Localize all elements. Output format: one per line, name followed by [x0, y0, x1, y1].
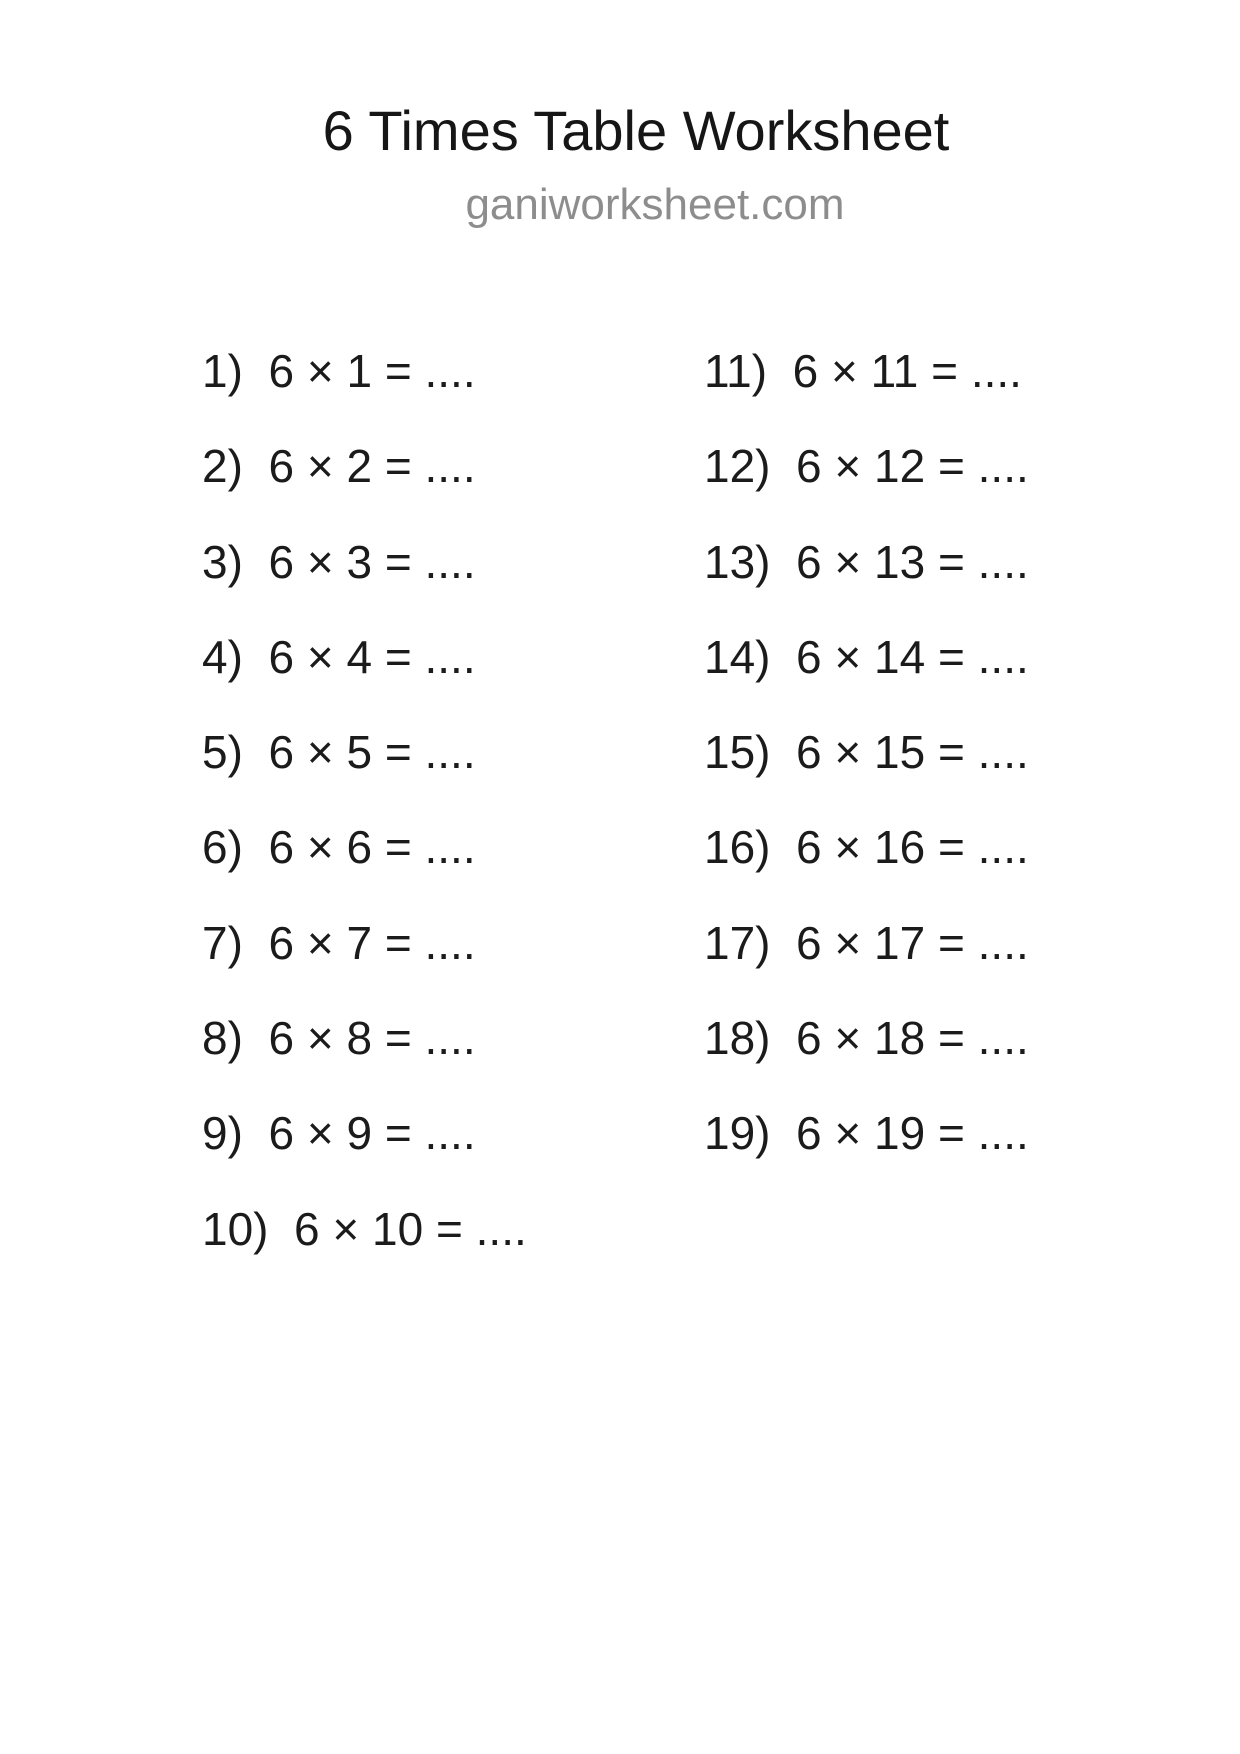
problem-row: 11) 6 × 11 = .... [704, 345, 1022, 397]
problem-row: 12) 6 × 12 = .... [704, 440, 1029, 493]
problem-row: 4) 6 × 4 = .... [202, 630, 476, 683]
problem-row: 5) 6 × 5 = .... [202, 726, 476, 779]
problem-row: 3) 6 × 3 = .... [202, 535, 476, 588]
problem-row: 16) 6 × 16 = .... [704, 821, 1029, 874]
problem-row: 9) 6 × 9 = .... [202, 1107, 476, 1160]
problem-row: 7) 6 × 7 = .... [202, 916, 476, 969]
problem-row: 10) 6 × 10 = .... [202, 1202, 527, 1255]
problem-row: 8) 6 × 8 = .... [202, 1012, 476, 1065]
problems-column-right [704, 324, 1029, 1182]
problem-row: 15) 6 × 15 = .... [704, 726, 1029, 779]
problem-row: 17) 6 × 17 = .... [704, 916, 1029, 969]
problem-row: 2) 6 × 2 = .... [202, 440, 476, 493]
page-title: 6 Times Table Worksheet [322, 99, 950, 162]
problem-row: 13) 6 × 13 = .... [704, 535, 1029, 588]
problems-column-left [202, 324, 527, 1277]
problem-row: 1) 6 × 1 = .... [202, 345, 476, 397]
problem-row: 6) 6 × 6 = .... [202, 821, 476, 874]
website-watermark: ganiworksheet.com [465, 180, 845, 229]
problem-row: 14) 6 × 14 = .... [704, 630, 1029, 683]
problem-row: 18) 6 × 18 = .... [704, 1012, 1029, 1065]
problem-row: 19) 6 × 19 = .... [704, 1107, 1029, 1160]
